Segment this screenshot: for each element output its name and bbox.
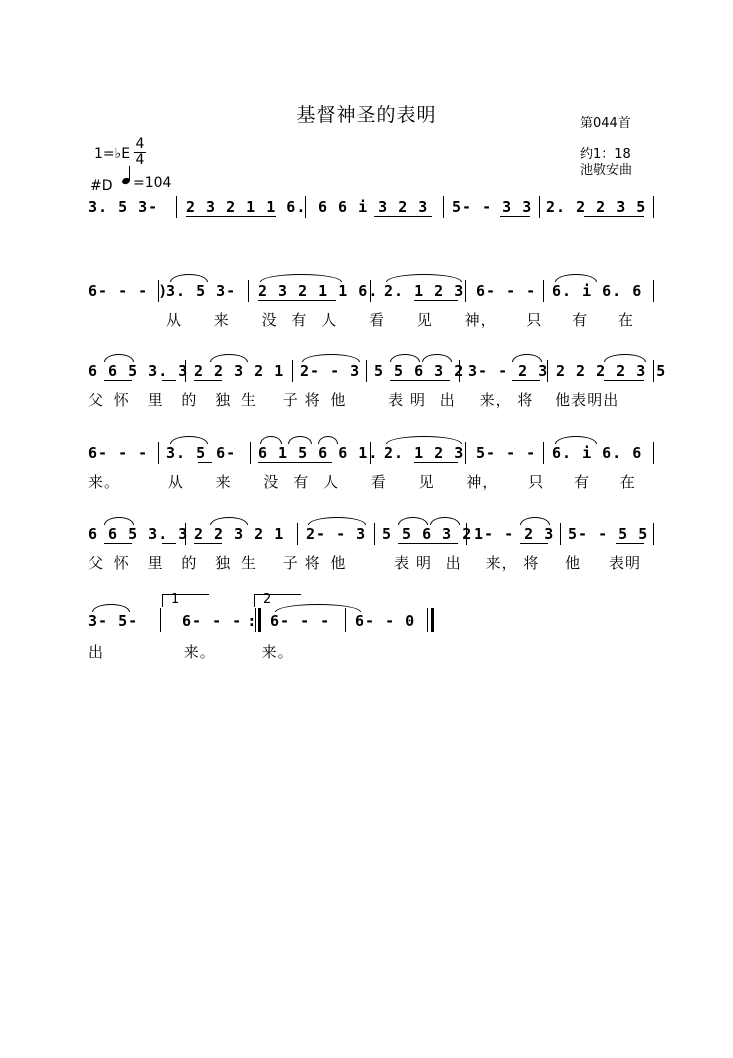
score-row-4 (0, 442, 733, 506)
slur (302, 354, 360, 362)
slur (104, 354, 134, 362)
beam-underline (374, 216, 432, 217)
slur (430, 517, 460, 525)
lyric: 有 (572, 311, 589, 329)
barline (560, 523, 561, 545)
lyric: 生 (240, 554, 257, 572)
barline (248, 280, 249, 302)
lyric: 他 (330, 391, 347, 409)
slur (555, 274, 597, 282)
lyric: 他 (330, 554, 347, 572)
lyric: 表 (394, 554, 411, 572)
lyric: 来 (215, 473, 232, 491)
slur (390, 354, 420, 362)
beam-underline (258, 300, 336, 301)
barline (374, 523, 375, 545)
lyric: 来。 (183, 643, 216, 661)
measure: 5 5 6 3 2 (382, 525, 473, 543)
slur (520, 517, 550, 525)
slur (260, 274, 342, 282)
lyric-line (88, 471, 636, 492)
barline (653, 523, 654, 545)
lyric: 里 (147, 391, 164, 409)
measure: 6 6 5 3. 3 (88, 525, 189, 543)
lyric: 独 (215, 391, 232, 409)
hymn-title: 基督神圣的表明 (296, 104, 437, 126)
slur (104, 517, 134, 525)
lyric: 明 (587, 391, 604, 409)
lyric: 生 (240, 391, 257, 409)
lyric: 来 (213, 311, 230, 329)
lyric: 将 (304, 554, 321, 572)
measure: 2 3 2 1 1 6. (186, 198, 307, 216)
lyric: 将 (304, 391, 321, 409)
lyric-line (166, 309, 634, 330)
slur (422, 354, 452, 362)
beam-underline (258, 462, 332, 463)
alt-key-label: #D (90, 178, 113, 194)
slur (210, 354, 248, 362)
measure: 6- - - (270, 612, 331, 630)
first-ending-bracket (162, 594, 209, 607)
beam-underline (198, 462, 212, 463)
measure: 6 6 5 3. 3 (88, 362, 189, 380)
lyric: 表 (608, 554, 625, 572)
lyric: 从 (167, 473, 184, 491)
measure: 6- - - (182, 612, 243, 630)
lyric: 怀 (113, 391, 130, 409)
beam-underline (616, 543, 644, 544)
slur (555, 436, 597, 444)
slur (386, 274, 462, 282)
lyric: 在 (617, 311, 634, 329)
slur (170, 274, 208, 282)
barline (653, 442, 654, 464)
barline (176, 196, 177, 218)
lyric: 独 (215, 554, 232, 572)
lyric: 表 (388, 391, 405, 409)
barline (250, 442, 251, 464)
measure: 2 2 2 2 3 5 (556, 362, 667, 380)
measure: 2 3 2 1 1 6. (258, 282, 379, 300)
measure: 6- - - (88, 444, 149, 462)
final-barline-thin (427, 608, 428, 632)
slur (386, 436, 462, 444)
scripture-reference: 约1：18 (580, 147, 631, 162)
measure: 5- - 3 3 (452, 198, 533, 216)
beam-underline (194, 380, 222, 381)
lyric: 没 (263, 473, 280, 491)
measure: 2. 1 2 3 (384, 444, 465, 462)
lyric: 将 (523, 554, 540, 572)
time-signature-bottom: 4 (135, 152, 145, 168)
measure: 6 1 5 6 6 1. (258, 444, 379, 462)
lyric: 出 (88, 643, 105, 661)
lyric: 明 (409, 391, 426, 409)
score-row-2 (0, 280, 733, 344)
beam-underline (414, 462, 458, 463)
score-row-6 (0, 592, 733, 672)
measure: 2- - 3 (300, 362, 361, 380)
lyric-line (88, 641, 294, 662)
lyric: 父 (88, 554, 105, 572)
measure: 2 2 3 2 1 (194, 525, 285, 543)
lyric: 神， (466, 473, 499, 491)
slur (604, 354, 646, 362)
measure: 6. i 6. 6 (552, 282, 643, 300)
lyric: 只 (526, 311, 543, 329)
beam-underline (512, 380, 540, 381)
repeat-dots-icon: : (249, 614, 255, 630)
measure: 6- - - (476, 282, 537, 300)
measure: 5 5 6 3 2 (374, 362, 465, 380)
lyric: 将 (517, 391, 534, 409)
slur (308, 517, 366, 525)
score-row-1 (0, 196, 733, 260)
lyric: 子 (282, 554, 299, 572)
barline (160, 608, 161, 632)
beam-underline (398, 543, 458, 544)
lyric: 人 (321, 311, 338, 329)
repeat-barline-thick (258, 608, 261, 632)
lyric: 怀 (113, 554, 130, 572)
slur (260, 436, 282, 444)
slur (512, 354, 542, 362)
lyric: 没 (261, 311, 278, 329)
time-signature-top: 4 (135, 136, 145, 152)
lyric: 来。 (88, 473, 121, 491)
measure: 5- - - (476, 444, 537, 462)
lyric: 的 (181, 554, 198, 572)
barline (653, 196, 654, 218)
beam-underline (414, 300, 458, 301)
slur (92, 604, 130, 612)
lyric: 来， (479, 391, 512, 409)
beam-underline (162, 380, 176, 381)
lyric: 出 (439, 391, 456, 409)
lyric: 看 (368, 311, 385, 329)
repeat-barline-thin (255, 608, 256, 632)
barline (465, 280, 466, 302)
measure: 6 6 i 3 2 3 (318, 198, 429, 216)
tempo-marking: =104 (133, 175, 172, 191)
barline (543, 442, 544, 464)
measure: 1- - 2 3 (474, 525, 555, 543)
lyric: 只 (528, 473, 545, 491)
lyric: 子 (282, 391, 299, 409)
measure: 2 2 3 2 1 (194, 362, 285, 380)
lyric: 明 (624, 554, 641, 572)
lyric: 见 (418, 473, 435, 491)
lyric: 来。 (261, 643, 294, 661)
lyric: 有 (291, 311, 308, 329)
measure: 3- - 2 3 (468, 362, 549, 380)
volta-label: 2 (263, 592, 272, 607)
volta-label: 1 (171, 592, 180, 607)
lyric: 有 (293, 473, 310, 491)
measure: 6. i 6. 6 (552, 444, 643, 462)
measure: 5- - 5 5 (568, 525, 649, 543)
beam-underline (500, 216, 530, 217)
lyric-line (88, 552, 641, 573)
hymn-number: 第044首 (580, 116, 631, 131)
lyric: 父 (88, 391, 105, 409)
key-signature: 1=♭E (94, 146, 131, 162)
lyric: 明 (415, 554, 432, 572)
time-signature (133, 137, 147, 168)
lyric: 他 (565, 554, 582, 572)
slur (288, 436, 312, 444)
measure: 2. 2 2 3 5 (546, 198, 647, 216)
lyric: 的 (181, 391, 198, 409)
lyric: 见 (416, 311, 433, 329)
measure: 6- - - ) (88, 282, 169, 300)
measure: 2. 1 2 3 (384, 282, 465, 300)
measure: 3- 5- (88, 612, 139, 630)
slur (275, 604, 361, 612)
barline (366, 360, 367, 382)
barline (653, 280, 654, 302)
beam-underline (186, 216, 276, 217)
lyric: 从 (166, 311, 183, 329)
lyric: 出 (603, 391, 620, 409)
slur (318, 436, 338, 444)
measure: 2- - 3 (306, 525, 367, 543)
beam-underline (104, 380, 132, 381)
slur (398, 517, 428, 525)
slur (170, 436, 208, 444)
barline (158, 442, 159, 464)
lyric: 出 (445, 554, 462, 572)
final-barline-thick (431, 608, 434, 632)
slur (210, 517, 248, 525)
lyric: 表 (571, 391, 588, 409)
beam-underline (162, 543, 176, 544)
lyric: 他 (555, 391, 572, 409)
barline (292, 360, 293, 382)
barline (443, 196, 444, 218)
beam-underline (520, 543, 548, 544)
beam-underline (194, 543, 222, 544)
beam-underline (104, 543, 132, 544)
quarter-note-icon (121, 177, 131, 185)
measure: 3. 5 3- (88, 198, 159, 216)
beam-underline (584, 216, 644, 217)
lyric: 在 (619, 473, 636, 491)
barline (297, 523, 298, 545)
lyric: 有 (573, 473, 590, 491)
score-row-5 (0, 523, 733, 587)
barline (543, 280, 544, 302)
beam-underline (390, 380, 450, 381)
lyric: 里 (147, 554, 164, 572)
measure: 3. 5 6- (166, 444, 237, 462)
measure: 3. 5 3- (166, 282, 237, 300)
barline (539, 196, 540, 218)
beam-underline (604, 380, 644, 381)
lyric: 神， (464, 311, 497, 329)
lyric-line (88, 389, 619, 410)
score-row-3 (0, 360, 733, 424)
measure: 6- - 0 (355, 612, 416, 630)
barline (465, 442, 466, 464)
composer-credit: 池敬安曲 (580, 163, 633, 178)
lyric: 人 (322, 473, 339, 491)
lyric: 看 (370, 473, 387, 491)
lyric: 来， (485, 554, 518, 572)
